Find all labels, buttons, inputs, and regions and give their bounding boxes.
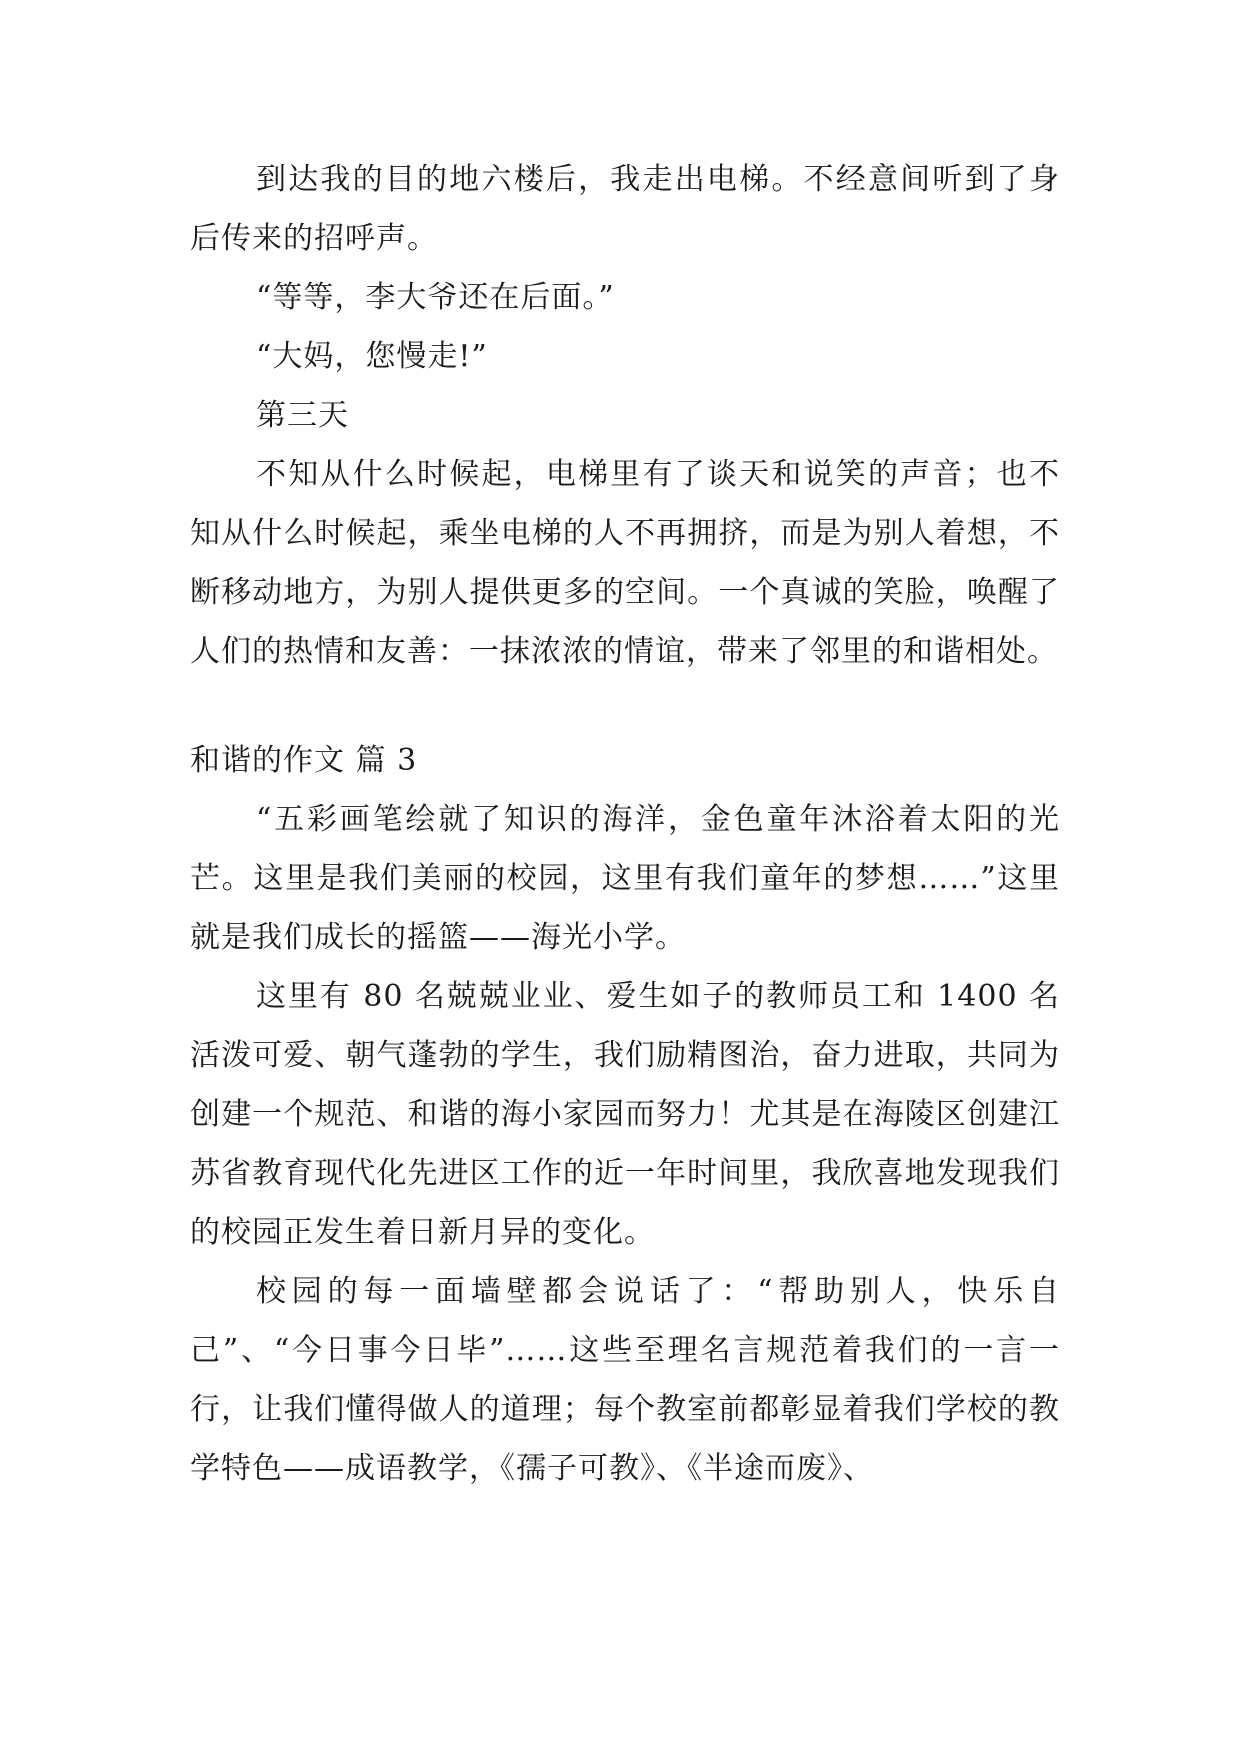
paragraph: 校园的每一面墙壁都会说话了：“帮助别人，快乐自己”、“今日事今日毕”……这些至理名言规范着我们的一言一行，让我们懂得做人的道理；每个教室前都彰显着我们学校的教学特色——成语教学，《孺子可教》、《半途而废》、 — [190, 1274, 1060, 1486]
paragraph: “五彩画笔绘就了知识的海洋，金色童年沐浴着太阳的光芒。这里是我们美丽的校园，这里有我们童年的梦想……”这里就是我们成长的摇篮——海光小学。 — [190, 802, 1060, 955]
paragraph: “大妈，您慢走!” — [256, 339, 488, 374]
paragraph: “等等，李大爷还在后面。” — [256, 280, 615, 315]
document-page — [190, 150, 1060, 1498]
paragraph: 第三天 — [256, 398, 349, 433]
paragraph: 不知从什么时候起，电梯里有了谈天和说笑的声音；也不知从什么时候起，乘坐电梯的人不再拥挤，而是为别人着想，不断移动地方，为别人提供更多的空间。一个真诚的笑脸，唤醒了人们的热情和友善：一抹浓浓的情谊，带来了邻里的和谐相处。 — [190, 457, 1060, 669]
section-heading: 和谐的作文 篇 3 — [190, 743, 418, 778]
paragraph: 到达我的目的地六楼后，我走出电梯。不经意间听到了身后传来的招呼声。 — [190, 162, 1060, 256]
paragraph: 这里有 80 名兢兢业业、爱生如子的教师员工和 1400 名活泼可爱、朝气蓬勃的学生，我们励精图治，奋力进取，共同为创建一个规范、和谐的海小家园而努力！尤其是在海陵区创建江苏省教育现代化先进区工作的近一年时间里，我欣喜地发现我们的校园正发生着日新月异的变化。 — [190, 979, 1060, 1250]
